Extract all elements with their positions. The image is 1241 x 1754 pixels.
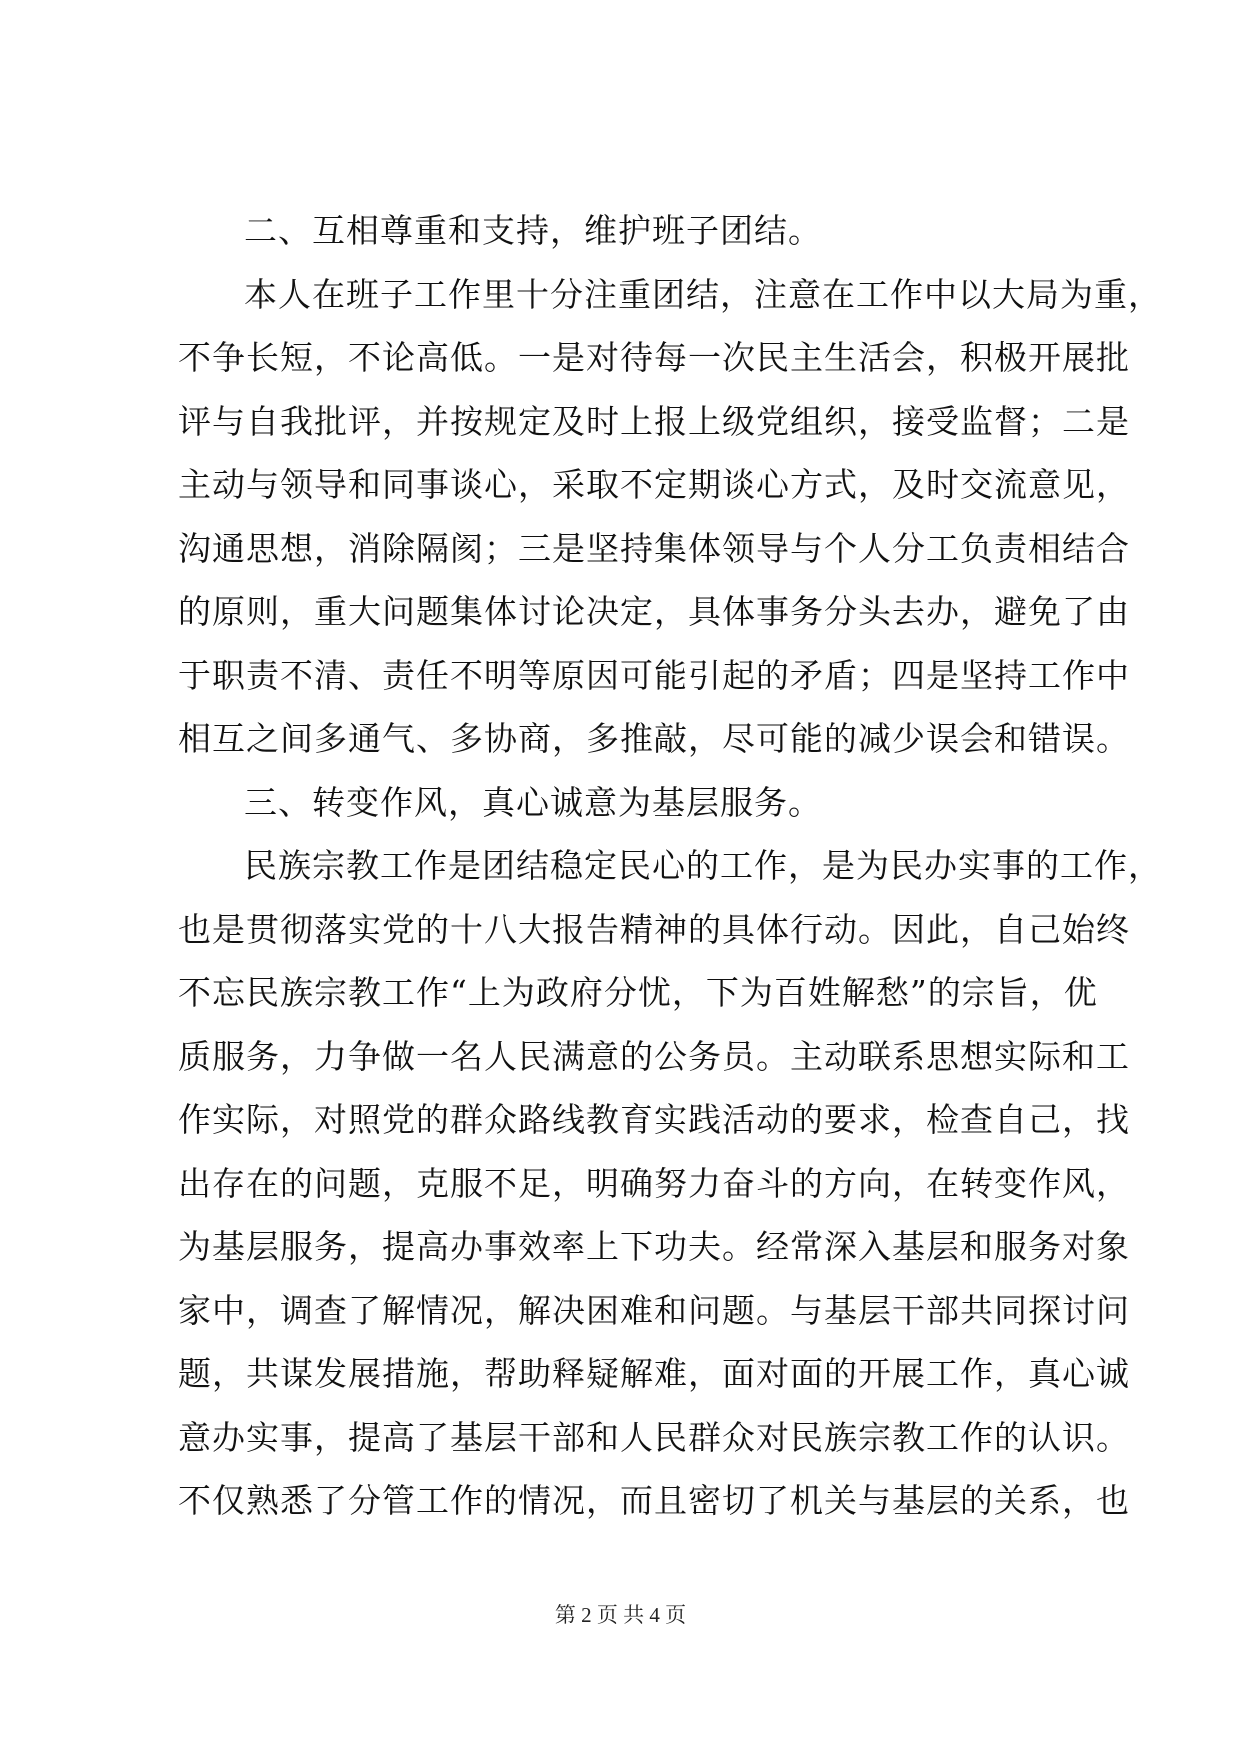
text-line: 评与自我批评，并按规定及时上报上级党组织，接受监督；二是 — [178, 401, 1130, 441]
text-line: 沟通思想，消除隔阂；三是坚持集体领导与个人分工负责相结合 — [178, 528, 1130, 568]
text-line: 意办实事，提高了基层干部和人民群众对民族宗教工作的认识。 — [178, 1417, 1130, 1457]
text-line: 不忘民族宗教工作“上为政府分忧，下为百姓解愁”的宗旨，优 — [178, 973, 1098, 1012]
text-line: 不仅熟悉了分管工作的情况，而且密切了机关与基层的关系，也 — [178, 1481, 1130, 1520]
text-line: 出存在的问题，克服不足，明确努力奋斗的方向，在转变作风， — [178, 1163, 1130, 1203]
text-line: 于职责不清、责任不明等原因可能引起的矛盾；四是坚持工作中 — [178, 655, 1130, 695]
text-line: 题，共谋发展措施，帮助释疑解难，面对面的开展工作，真心诚 — [178, 1354, 1130, 1393]
text-line: 二、互相尊重和支持，维护班子团结。 — [244, 211, 822, 250]
text-line: 也是贯彻落实党的十八大报告精神的具体行动。因此，自己始终 — [178, 909, 1130, 949]
document-body — [178, 199, 1162, 1533]
text-line: 相互之间多通气、多协商，多推敲，尽可能的减少误会和错误。 — [178, 719, 1130, 758]
text-line: 作实际，对照党的群众路线教育实践活动的要求，检查自己，找 — [178, 1100, 1130, 1139]
page-number-footer: 第 2 页 共 4 页 — [554, 1603, 687, 1627]
text-line: 不争长短，不论高低。一是对待每一次民主生活会，积极开展批 — [178, 338, 1130, 377]
text-line: 为基层服务，提高办事效率上下功夫。经常深入基层和服务对象 — [178, 1227, 1130, 1266]
text-line: 家中，调查了解情况，解决困难和问题。与基层干部共同探讨问 — [178, 1290, 1130, 1330]
text-line: 民族宗教工作是团结稳定民心的工作，是为民办实事的工作， — [244, 846, 1162, 885]
text-line: 的原则，重大问题集体讨论决定，具体事务分头去办，避免了由 — [178, 592, 1130, 631]
text-line: 主动与领导和同事谈心，采取不定期谈心方式，及时交流意见， — [178, 465, 1130, 504]
text-line: 本人在班子工作里十分注重团结，注意在工作中以大局为重， — [244, 274, 1162, 314]
text-line: 质服务，力争做一名人民满意的公务员。主动联系思想实际和工 — [178, 1036, 1130, 1076]
text-line: 三、转变作风，真心诚意为基层服务。 — [244, 782, 822, 822]
